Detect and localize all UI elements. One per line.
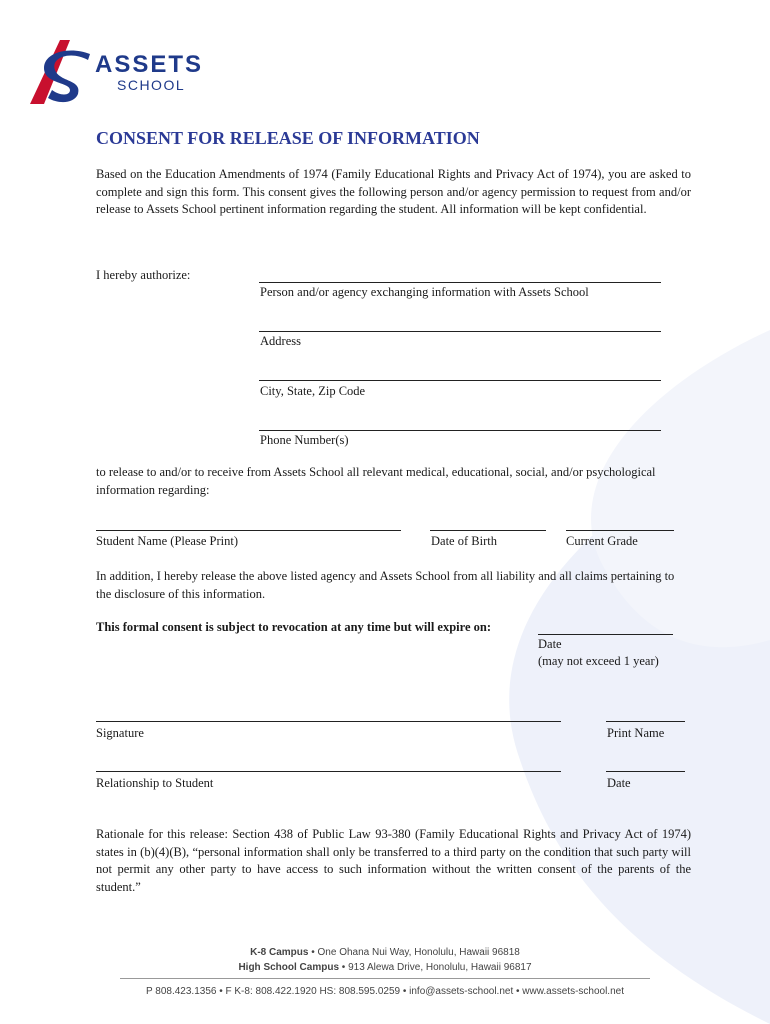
rationale-paragraph: Rationale for this release: Section 438 of Public Law 93-380 (Family Educational Rights and Privacy Act of 1974) states in (b)(4)(B), “personal information shall only be transferred to a third party on the condition that such party will not permit any other party to have access to such information without the written consent of the parents of the student.” (96, 827, 691, 894)
authorize-label: I hereby authorize: (96, 268, 191, 282)
expire-date-line[interactable] (538, 634, 673, 635)
school-logo-mark (30, 40, 92, 106)
city-line[interactable] (259, 380, 661, 381)
signature-line[interactable] (96, 721, 561, 722)
footer-k8-address: One Ohana Nui Way, Honolulu, Hawaii 96818 (317, 947, 520, 958)
expire-note: (may not exceed 1 year) (538, 654, 659, 668)
person-line[interactable] (259, 282, 661, 283)
dob-label: Date of Birth (431, 534, 497, 548)
dob-line[interactable] (430, 530, 546, 531)
footer-k8-label: K-8 Campus (250, 947, 309, 958)
expire-text: This formal consent is subject to revocation at any time but will expire on: (96, 620, 492, 634)
intro-paragraph: Based on the Education Amendments of 1974 (Family Educational Rights and Privacy Act of 1974), you are asked to complete and sign this form. This consent gives the following person and/or agency permission to request from and/or release to Assets School pertinent information regarding the student. All information will be kept confidential. (96, 167, 691, 216)
logo-text-assets: ASSETS (95, 51, 204, 78)
footer-k8 (0, 947, 770, 958)
sign-date-line[interactable] (606, 771, 685, 772)
signature-label: Signature (96, 726, 144, 740)
footer-bullet: • (341, 962, 349, 973)
address-line[interactable] (259, 331, 661, 332)
footer-hs-address: 913 Alewa Drive, Honolulu, Hawaii 96817 (348, 962, 532, 973)
logo-text-school: SCHOOL (117, 77, 186, 93)
release-paragraph: to release to and/or to receive from Assets School all relevant medical, educational, social, and/or psychological information regarding: (96, 465, 656, 497)
city-label: City, State, Zip Code (260, 384, 366, 398)
relationship-label: Relationship to Student (96, 776, 214, 790)
footer-bullet: • (311, 947, 318, 958)
student-name-label: Student Name (Please Print) (96, 534, 238, 548)
sign-date-label: Date (607, 776, 631, 790)
footer-divider (120, 978, 650, 979)
phone-line[interactable] (259, 430, 661, 431)
footer-hs (0, 962, 770, 973)
form-title: CONSENT FOR RELEASE OF INFORMATION (96, 128, 480, 148)
footer-contact: P 808.423.1356 • F K-8: 808.422.1920 HS: 808.595.0259 • info@assets-school.net • www.assets-school.net (146, 986, 624, 997)
footer-hs-label: High School Campus (238, 962, 340, 973)
print-name-line[interactable] (606, 721, 685, 722)
expire-date-label: Date (538, 637, 562, 651)
address-label: Address (260, 334, 301, 348)
phone-label: Phone Number(s) (260, 433, 349, 447)
person-label: Person and/or agency exchanging information with Assets School (260, 285, 589, 299)
student-name-line[interactable] (96, 530, 401, 531)
print-name-label: Print Name (607, 726, 665, 740)
liability-paragraph: In addition, I hereby release the above listed agency and Assets School from all liability and all claims pertaining to the disclosure of this information. (96, 569, 675, 601)
grade-line[interactable] (566, 530, 674, 531)
relationship-line[interactable] (96, 771, 561, 772)
grade-label: Current Grade (566, 534, 638, 548)
